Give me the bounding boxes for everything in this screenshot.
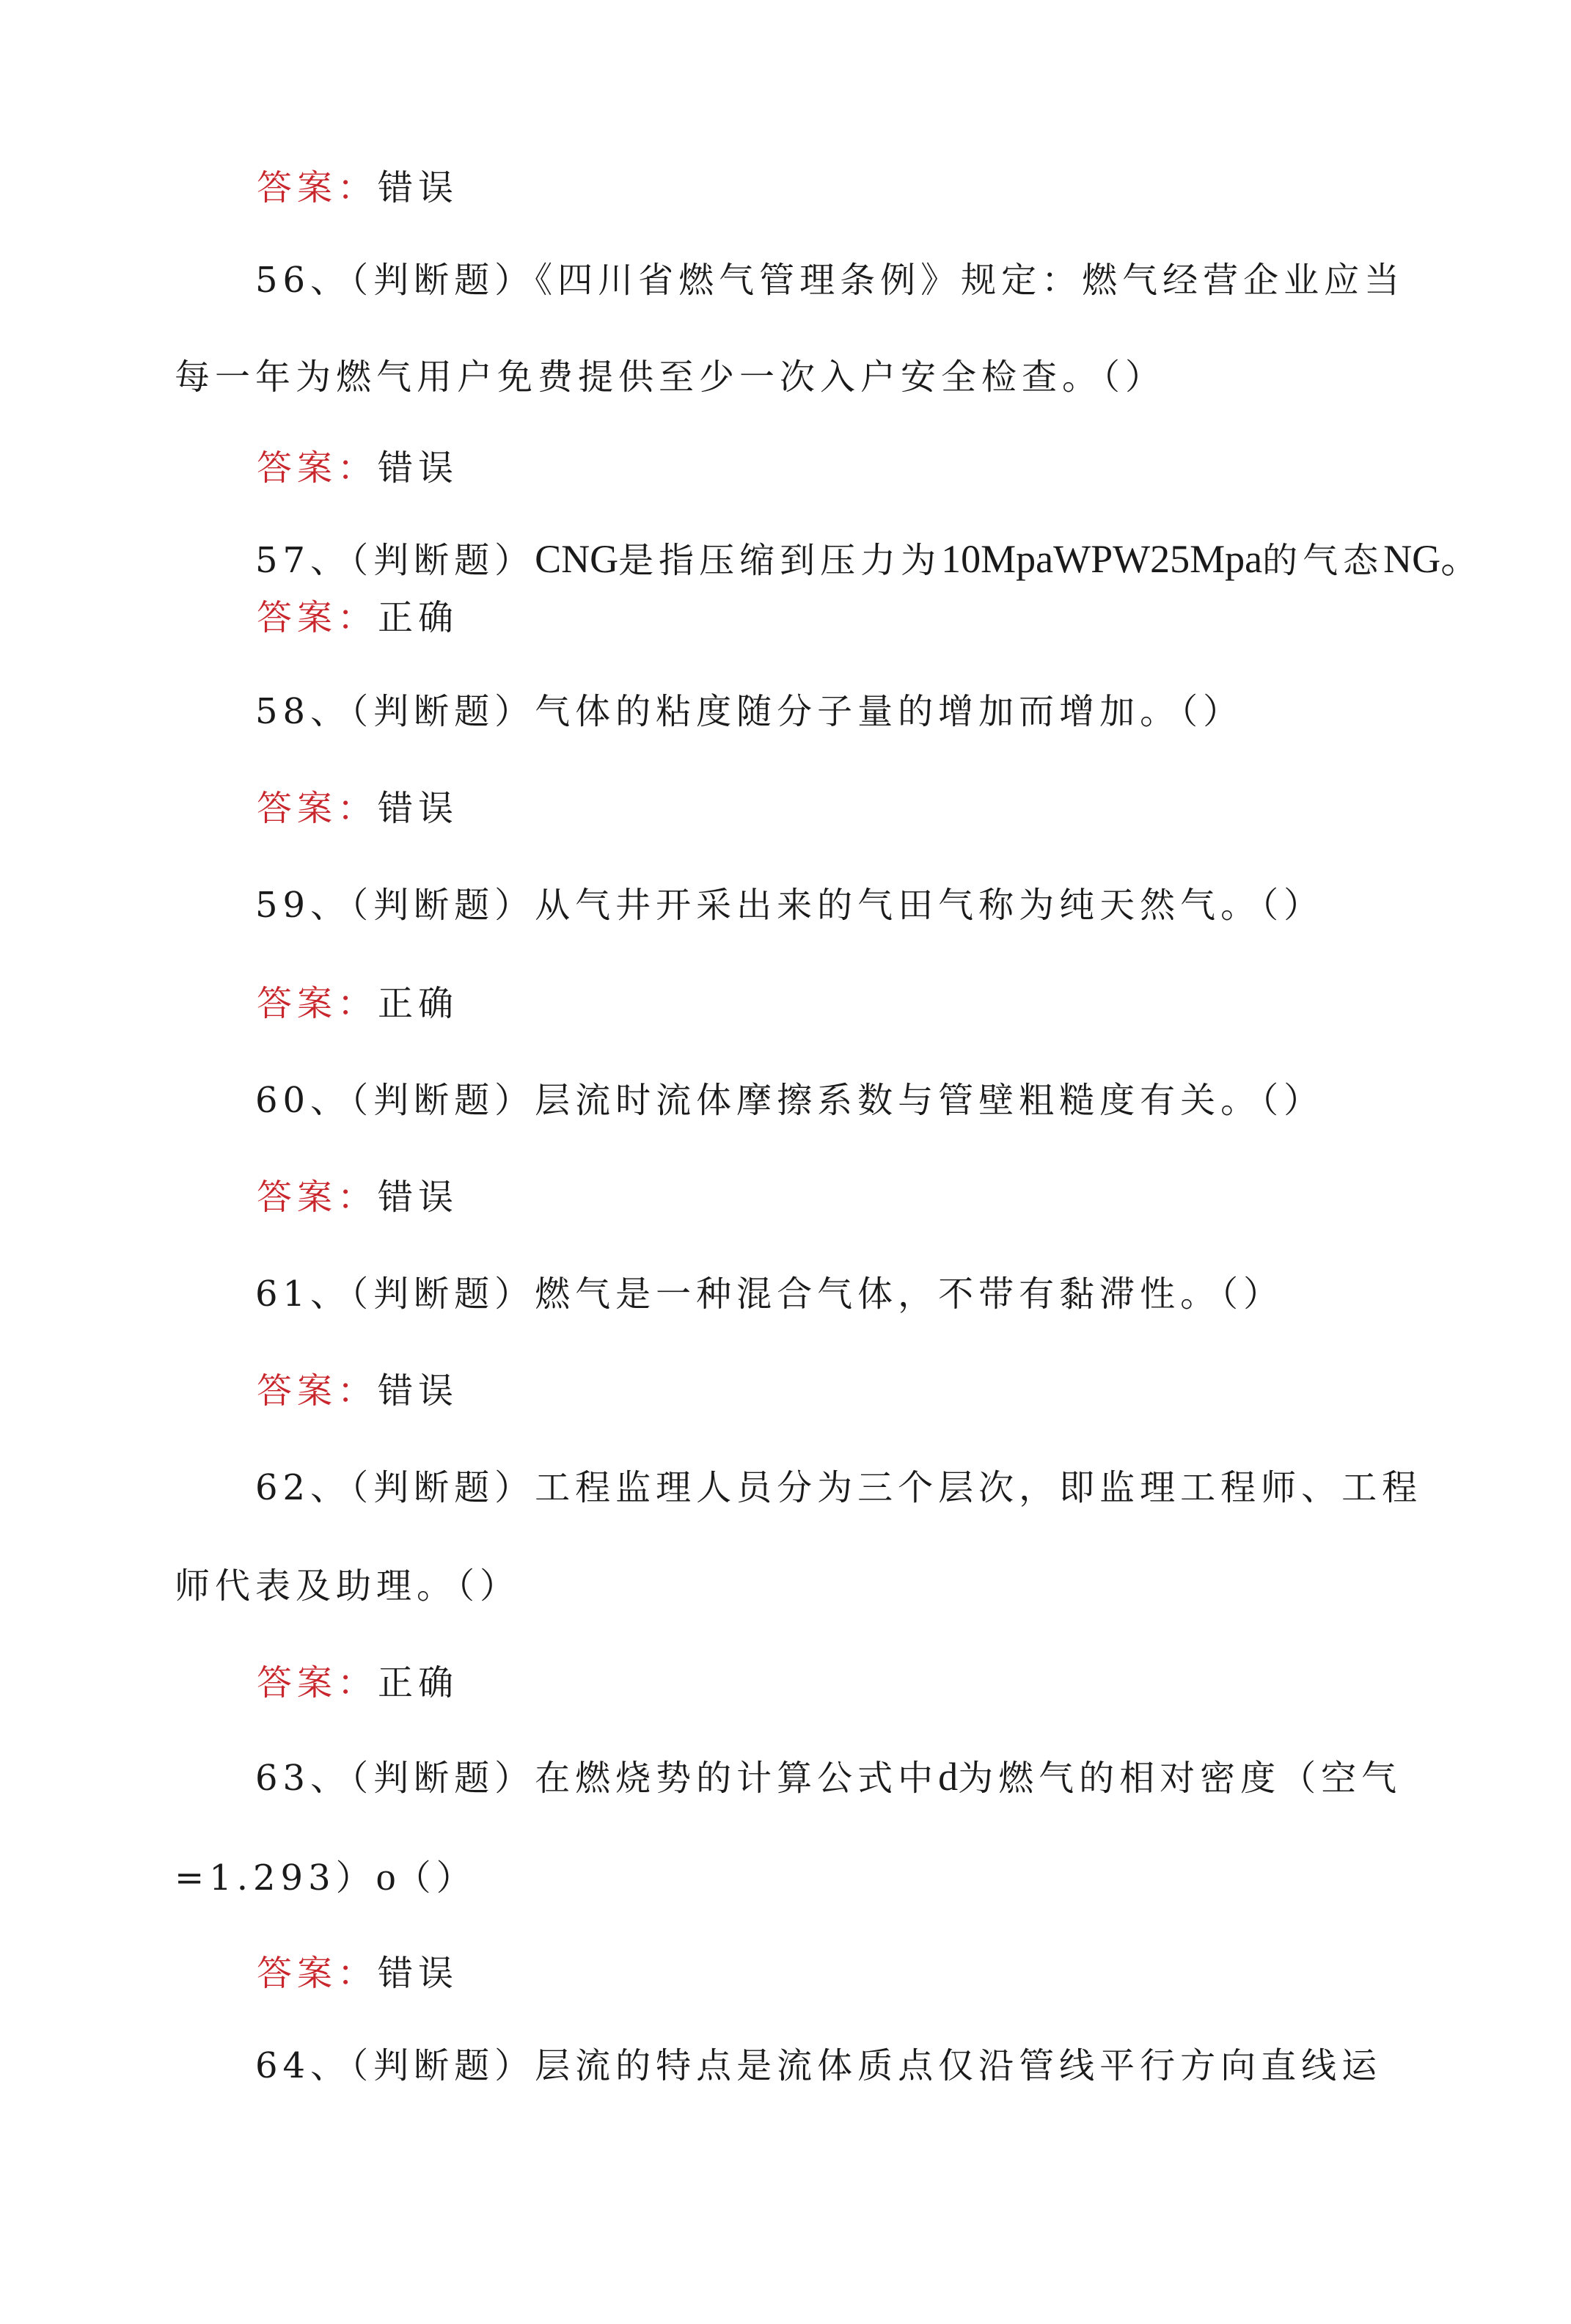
question-62-line-2: 师代表及助理。（） <box>175 1565 521 1607</box>
answer-label: 答案： <box>257 983 378 1024</box>
question-61: 61、（判断题）燃气是一种混合气体，不带有黏滞性。（） <box>255 1274 1284 1315</box>
answer-value: 错误 <box>378 1177 459 1218</box>
question-56-line-2: 每一年为燃气用户免费提供至少一次入户安全检查。（） <box>175 357 1166 398</box>
question-57-pressure: 10MpaWPW25Mpa <box>941 537 1263 581</box>
answer-label: 答案： <box>257 597 378 638</box>
question-64: 64、（判断题）层流的特点是流体质点仅沿管线平行方向直线运 <box>255 2045 1383 2086</box>
question-63-o: o <box>376 1855 396 1899</box>
answer-value: 正确 <box>378 983 459 1024</box>
question-63-value: =1.293） <box>175 1857 376 1899</box>
answer-value: 错误 <box>378 1370 459 1411</box>
question-58: 58、（判断题）气体的粘度随分子量的增加而增加。（） <box>255 691 1244 732</box>
answer-value: 正确 <box>378 1662 459 1703</box>
question-63-text-2: 为燃气的相对密度（空气 <box>958 1758 1402 1799</box>
answer-value: 错误 <box>378 1953 459 1994</box>
question-57-ng: NG。 <box>1383 537 1481 581</box>
question-63-paren: （） <box>395 1857 477 1899</box>
answer-line <box>257 166 458 210</box>
question-59: 59、（判断题）从气井开采出来的气田气称为纯天然气。（） <box>255 885 1325 926</box>
answer-value: 错误 <box>378 167 459 208</box>
question-57-cng: CNG <box>535 537 619 581</box>
answer-line <box>257 982 458 1026</box>
answer-line <box>257 786 458 830</box>
answer-value: 正确 <box>378 597 459 638</box>
question-56-line-1: 56、（判断题）《四川省燃气管理条例》规定：燃气经营企业应当 <box>255 260 1405 301</box>
answer-label: 答案： <box>257 1662 378 1703</box>
answer-line <box>257 446 458 490</box>
answer-label: 答案： <box>257 1370 378 1411</box>
question-63-text: 63、（判断题）在燃烧势的计算公式中 <box>255 1758 939 1799</box>
answer-line <box>257 596 458 640</box>
question-57-prefix: 57、（判断题） <box>255 540 535 581</box>
question-60: 60、（判断题）层流时流体摩擦系数与管壁粗糙度有关。（） <box>255 1080 1325 1121</box>
question-57-text: 是指压缩到压力为 <box>618 540 942 581</box>
question-63-line-2 <box>175 1855 477 1900</box>
question-57 <box>255 537 1480 582</box>
answer-label: 答案： <box>257 1953 378 1994</box>
answer-label: 答案： <box>257 167 378 208</box>
answer-line <box>257 1175 458 1219</box>
answer-line <box>257 1951 458 1995</box>
answer-value: 错误 <box>378 788 459 829</box>
question-57-text-2: 的气态 <box>1262 540 1384 581</box>
answer-line <box>257 1661 458 1705</box>
question-63-line-1 <box>255 1755 1402 1800</box>
answer-value: 错误 <box>378 447 459 489</box>
question-62-line-1: 62、（判断题）工程监理人员分为三个层次，即监理工程师、工程 <box>255 1467 1423 1508</box>
answer-line <box>257 1369 458 1413</box>
question-63-symbol-d: d <box>938 1755 959 1799</box>
answer-label: 答案： <box>257 447 378 489</box>
answer-label: 答案： <box>257 788 378 829</box>
answer-label: 答案： <box>257 1177 378 1218</box>
